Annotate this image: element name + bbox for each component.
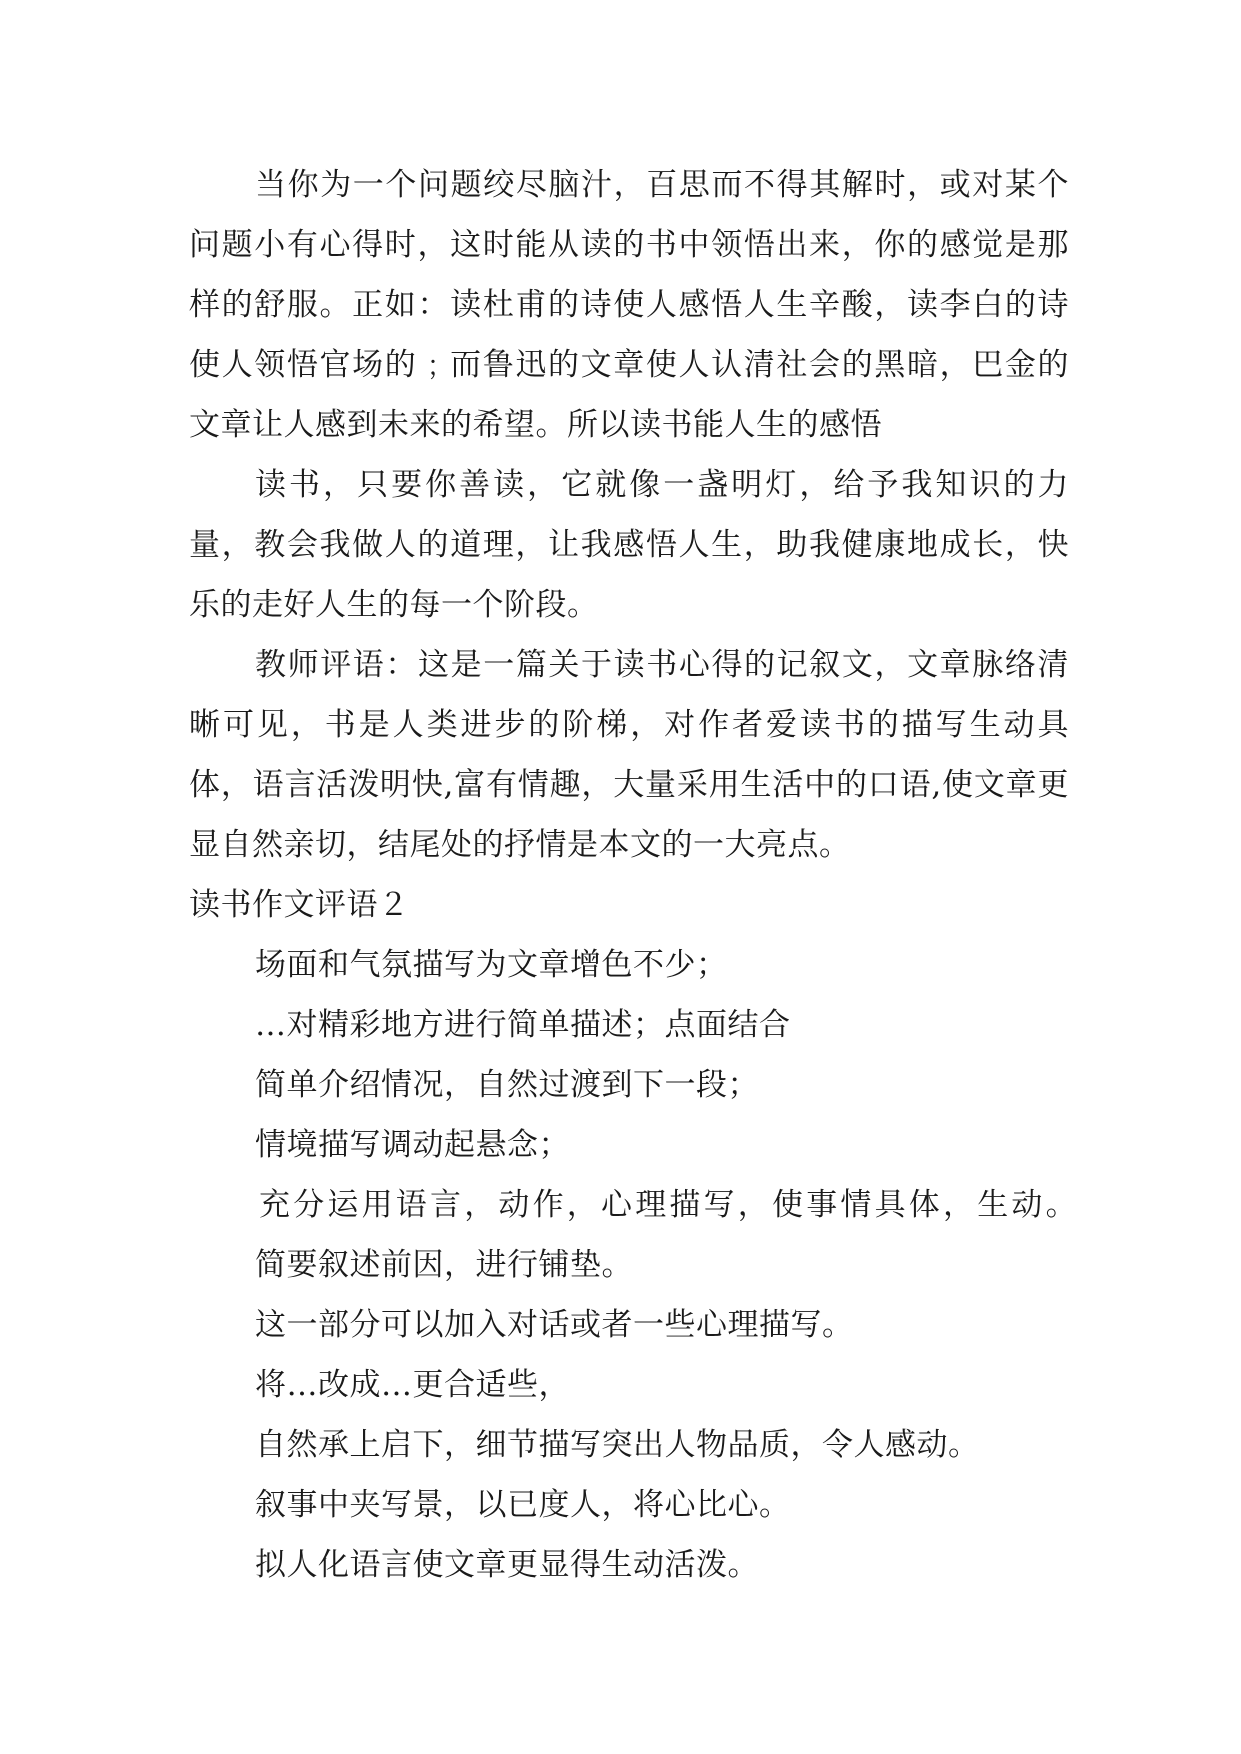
comment-item: 自然承上启下，细节描写突出人物品质，令人感动。 xyxy=(255,1427,980,1463)
paragraph-teacher-comment: 教师评语：这是一篇关于读书心得的记叙文，文章脉络清晰可见，书是人类进步的阶梯，对作者爱读书的描写生动具体，语言活泼明快,富有情趣，大量采用生活中的口语,使文章更显自然亲切，结尾处的抒情是本文的一大亮点。 xyxy=(189,647,1069,863)
comment-item: …对精彩地方进行简单描述；点面结合 xyxy=(255,1007,791,1043)
paragraph-reading-lamp: 读书，只要你善读，它就像一盏明灯，给予我知识的力量，教会我做人的道理，让我感悟人生，助我健康地成长，快乐的走好人生的每一个阶段。 xyxy=(189,467,1069,623)
comment-item: 将…改成…更合适些， xyxy=(255,1367,570,1403)
comment-list xyxy=(189,935,1080,1595)
comment-item: 简要叙述前因，进行铺垫。 xyxy=(255,1247,633,1283)
comment-item: 简单介绍情况，自然过渡到下一段； xyxy=(255,1067,759,1103)
essay-body xyxy=(189,155,1080,1595)
section-heading: 读书作文评语２ xyxy=(189,887,410,923)
comment-item: 这一部分可以加入对话或者一些心理描写。 xyxy=(255,1307,854,1343)
comment-item: 拟人化语言使文章更显得生动活泼。 xyxy=(255,1547,759,1583)
comment-item: 充分运用语言，动作，心理描写，使事情具体，生动。 xyxy=(259,1187,1080,1223)
comment-item: 情境描写调动起悬念； xyxy=(255,1127,570,1163)
comment-item: 叙事中夹写景，以已度人，将心比心。 xyxy=(255,1487,791,1523)
comment-item: 场面和气氛描写为文章增色不少； xyxy=(255,947,728,983)
paragraph-reading-insight: 当你为一个问题绞尽脑汁，百思而不得其解时，或对某个问题小有心得时，这时能从读的书中领悟出来，你的感觉是那样的舒服。正如：读杜甫的诗使人感悟人生辛酸，读李白的诗使人领悟官场的﹔而鲁迅的文章使人认清社会的黑暗，巴金的文章让人感到未来的希望。所以读书能人生的感悟 xyxy=(189,167,1069,443)
